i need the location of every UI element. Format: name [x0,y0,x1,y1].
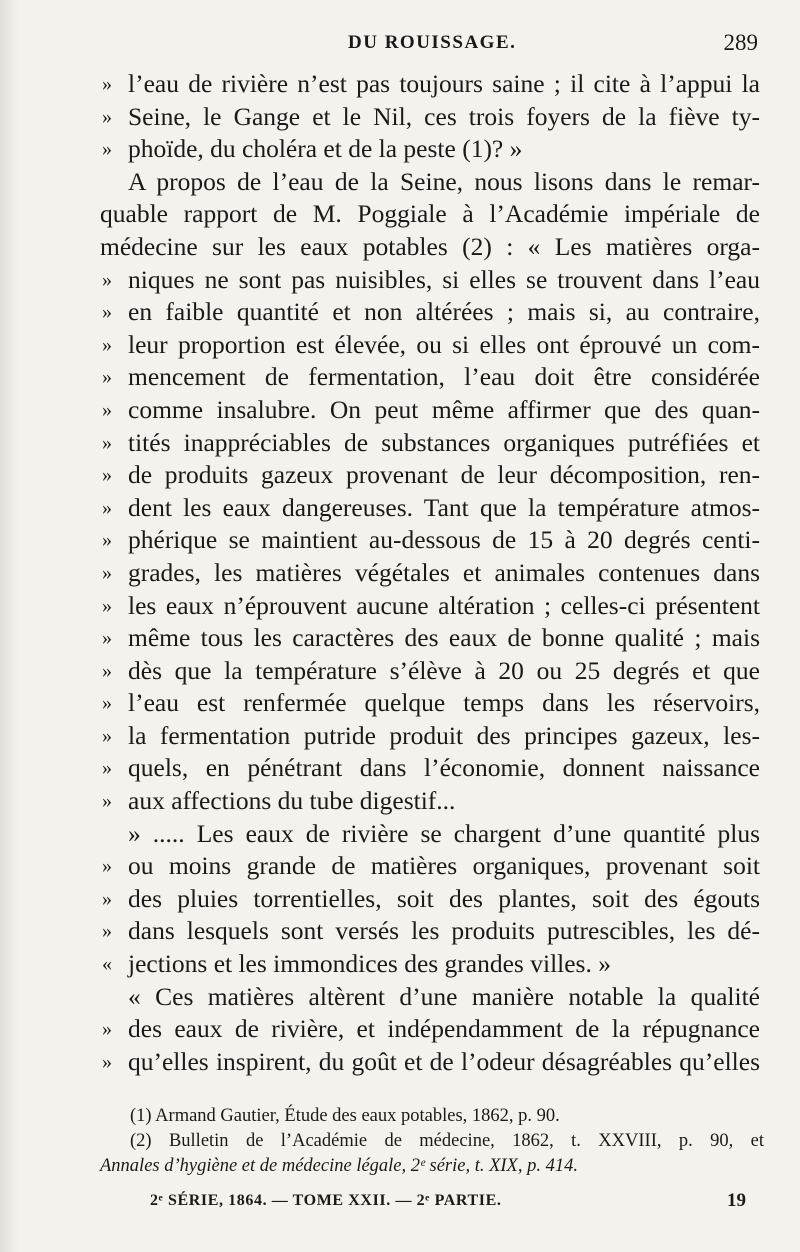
text-line [100,687,760,720]
line-text: niques ne sont pas nuisibles, si elles se trouvent dans l’eau [128,264,760,294]
printer-signature [150,1190,746,1216]
guillemet-marker: » [102,301,112,324]
text-line [100,361,760,394]
page-header [100,30,758,60]
text-line [100,915,760,948]
text-line [100,459,760,492]
guillemet-marker: » [102,398,112,421]
text-line [100,492,760,525]
text-line [100,427,760,460]
guillemet-marker: » [102,333,112,356]
text-line [100,720,760,753]
line-text: grades, les matières végétales et animales contenues dans [128,557,760,587]
guillemet-marker: » [102,268,112,291]
guillemet-marker: » [102,594,112,617]
text-line [100,818,760,851]
line-text: la fermentation putride produit des principes gazeux, les- [128,720,760,750]
footnote-text: (1) Armand Gautier, Étude des eaux potables, 1862, p. 90. [130,1106,560,1126]
text-line [100,329,760,362]
text-line [100,264,760,297]
guillemet-marker: » [102,1050,112,1073]
body-text [100,68,760,1078]
running-head: DU ROUISSAGE. [348,32,517,53]
text-line [100,296,760,329]
line-text: quable rapport de M. Poggiale à l’Académie impériale de [100,199,760,229]
guillemet-marker: » [102,627,112,650]
footnotes [100,1104,764,1179]
line-text: même tous les caractères des eaux de bonne qualité ; mais [128,623,760,653]
text-line [100,1046,760,1079]
text-line [100,166,760,199]
line-text: leur proportion est élevée, ou si elles ont éprouvé un com- [128,329,760,359]
text-line [100,198,760,231]
text-line [100,590,760,623]
line-text: jections et les immondices des grandes villes. » [128,949,611,979]
guillemet-marker: » [102,855,112,878]
guillemet-marker: » [102,529,112,552]
line-text: aux affections du tube digestif... [128,786,456,816]
text-line [100,785,760,818]
guillemet-marker: » [102,887,112,910]
line-text: phoïde, du choléra et de la peste (1)? » [128,134,523,164]
line-text: quels, en pénétrant dans l’économie, donnent naissance [128,753,760,783]
line-text: mencement de fermentation, l’eau doit être considérée [128,362,760,392]
text-line [100,1013,760,1046]
guillemet-marker: » [102,138,112,161]
guillemet-marker: » [102,73,112,95]
text-line [100,557,760,590]
guillemet-marker: » [102,724,112,747]
text-line [100,101,760,134]
text-line [100,655,760,688]
text-line [100,752,760,785]
line-text: qu’elles inspirent, du goût et de l’odeur désagréables qu’elles [128,1046,760,1076]
guillemet-marker: » [102,659,112,682]
page-edge-shadow [0,0,18,1252]
line-text: phérique se maintient au-dessous de 15 à 20 degrés centi- [128,525,760,555]
text-line [100,948,760,981]
guillemet-marker: » [102,366,112,389]
text-line [100,883,760,916]
text-line [100,231,760,264]
text-line [100,850,760,883]
guillemet-marker: » [102,757,112,780]
line-text: » ..... Les eaux de rivière se chargent d’une quantité plus [128,818,760,848]
guillemet-marker: » [102,790,112,813]
line-text: des pluies torrentielles, soit des plantes, soit des égouts [128,883,760,913]
line-text: médecine sur les eaux potables (2) : « Les matières orga- [100,231,760,261]
line-text: les eaux n’éprouvent aucune altération ; celles-ci présentent [128,590,760,620]
text-line [100,133,760,166]
line-text: Seine, le Gange et le Nil, ces trois foyers de la fiève ty- [128,101,760,131]
guillemet-marker: « [102,953,112,976]
line-text: A propos de l’eau de la Seine, nous lisons dans le remar- [128,166,760,196]
line-text: dent les eaux dangereuses. Tant que la température atmos- [128,492,760,522]
line-text: tités inappréciables de substances organiques putréfiées et [128,427,760,457]
line-text: dans lesquels sont versés les produits putrescibles, les dé- [128,916,760,946]
line-text: des eaux de rivière, et indépendamment de la répugnance [128,1014,760,1044]
text-line [100,394,760,427]
footnote-2-continuation [100,1154,764,1179]
line-text: de produits gazeux provenant de leur décomposition, ren- [128,460,760,490]
line-text: l’eau de rivière n’est pas toujours saine ; il cite à l’appui la [128,69,760,98]
signature-number: 19 [727,1190,746,1211]
guillemet-marker: » [102,1018,112,1041]
guillemet-marker: » [102,464,112,487]
line-text: en faible quantité et non altérées ; mais si, au contraire, [128,297,760,327]
guillemet-marker: » [102,431,112,454]
footnote-1 [100,1104,764,1129]
line-text: dès que la température s’élève à 20 ou 25 degrés et que [128,655,760,685]
line-text: « Ces matières altèrent d’une manière notable la qualité [128,981,760,1011]
guillemet-marker: » [102,105,112,128]
line-text: comme insalubre. On peut même affirmer que des quan- [128,394,760,424]
footnote-text: (2) Bulletin de l’Académie de médecine, 1862, t. XXVIII, p. 90, et [130,1131,764,1151]
text-line [100,622,760,655]
line-text: l’eau est renfermée quelque temps dans les réservoirs, [128,688,760,718]
text-line [100,68,760,101]
line-text: ou moins grande de matières organiques, provenant soit [128,851,760,881]
signature-text: 2ᵉ SÉRIE, 1864. — TOME XXII. — 2ᵉ PARTIE. [150,1192,502,1209]
text-line [100,524,760,557]
footnote-text: Annales d’hygiène et de médecine légale, 2ᵉ série, t. XIX, p. 414. [100,1156,578,1176]
guillemet-marker: » [102,920,112,943]
text-line [100,981,760,1014]
page-number: 289 [723,30,758,55]
guillemet-marker: » [102,561,112,584]
footnote-2 [100,1129,764,1154]
guillemet-marker: » [102,496,112,519]
guillemet-marker: » [102,692,112,715]
